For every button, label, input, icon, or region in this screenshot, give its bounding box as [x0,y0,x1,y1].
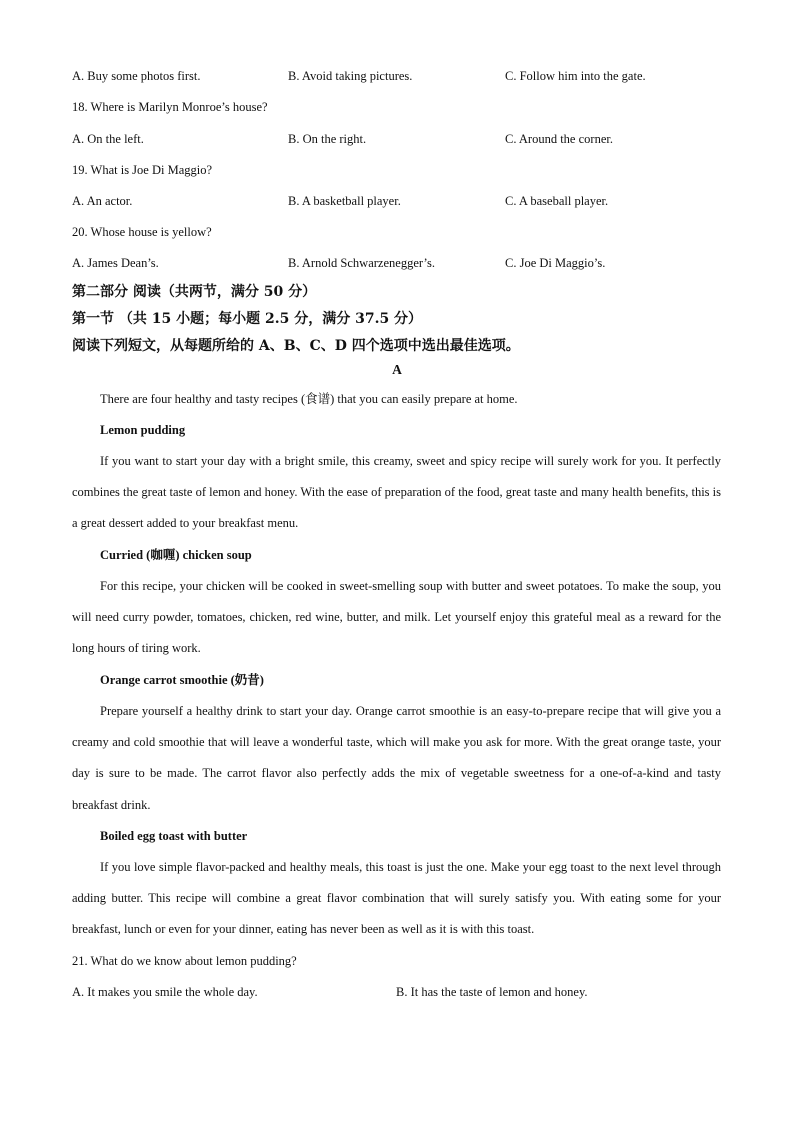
sub-section-title: 第一节 （共 15 小题；每小题 2.5 分，满分 37.5 分） [72,311,423,327]
q18-option-a: A. On the left. [72,132,144,146]
q20-question: 20. Whose house is yellow? [72,225,212,239]
instruction: 阅读下列短文，从每题所给的 A、B、C、D 四个选项中选出最佳选项。 [72,338,520,354]
q18-option-b: B. On the right. [288,132,367,146]
q18-option-c: C. Around the corner. [505,132,613,146]
q19-option-a: A. An actor. [72,194,133,208]
recipe-title-lemon-pudding: Lemon pudding [100,423,186,437]
q21-option-b: B. It has the taste of lemon and honey. [396,985,588,999]
recipe-title-boiled-egg-toast: Boiled egg toast with butter [100,829,248,843]
q19-option-b: B. A basketball player. [288,194,401,208]
part-title: 第二部分 阅读（共两节，满分 50 分） [72,284,317,300]
recipe-text-orange-carrot-smoothie: Prepare yourself a healthy drink to start your day. Orange carrot smoothie is an easy-to-prepare recipe that will give you a creamy and cold smoothie that will leave a wonderful taste, which will make you ask for more. With the great orange taste, your day is sure to be made. The carrot flavor also perfectly adds the mix of vegetable sweetness for a one-of-a-kind and tasty breakfast drink. [72,704,721,812]
q19-option-c: C. A baseball player. [505,194,609,208]
q17-option-a: A. Buy some photos first. [72,69,201,83]
passage-letter: A [392,362,402,377]
q19-question: 19. What is Joe Di Maggio? [72,163,213,177]
recipe-text-boiled-egg-toast: If you love simple flavor-packed and healthy meals, this toast is just the one. Make your egg toast to the next level through adding butter. This recipe will combine a great flavor combination that will surely satisfy you. With eating some for your breakfast, lunch or even for your dinner, eating has never been as well as it is with this toast. [72,860,721,937]
q21-option-a: A. It makes you smile the whole day. [72,985,258,999]
q17-option-c: C. Follow him into the gate. [505,69,646,83]
q20-option-a: A. James Dean’s. [72,256,159,270]
recipe-title-orange-carrot-smoothie: Orange carrot smoothie (奶昔) [100,673,264,687]
q20-option-c: C. Joe Di Maggio’s. [505,256,606,270]
recipe-text-curried-chicken-soup: For this recipe, your chicken will be cooked in sweet-smelling soup with butter and sweet potatoes. To make the soup, you will need curry powder, tomatoes, chicken, red wine, butter, and milk. Let yourself enjoy this grateful meal as a reward for the long hours of tiring work. [72,579,721,656]
recipe-text-lemon-pudding: If you want to start your day with a bright smile, this creamy, sweet and spicy recipe will surely work for you. It perfectly combines the great taste of lemon and honey. With the ease of preparation of the food, great taste and many health benefits, this is a great dessert added to your breakfast menu. [72,454,721,531]
q20-option-b: B. Arnold Schwarzenegger’s. [288,256,435,270]
q21-question: 21. What do we know about lemon pudding? [72,954,297,968]
recipe-title-curried-chicken-soup: Curried (咖喱) chicken soup [100,548,252,562]
passage-intro: There are four healthy and tasty recipes (食谱) that you can easily prepare at home. [100,392,518,406]
q17-option-b: B. Avoid taking pictures. [288,69,413,83]
q18-question: 18. Where is Marilyn Monroe’s house? [72,100,268,114]
